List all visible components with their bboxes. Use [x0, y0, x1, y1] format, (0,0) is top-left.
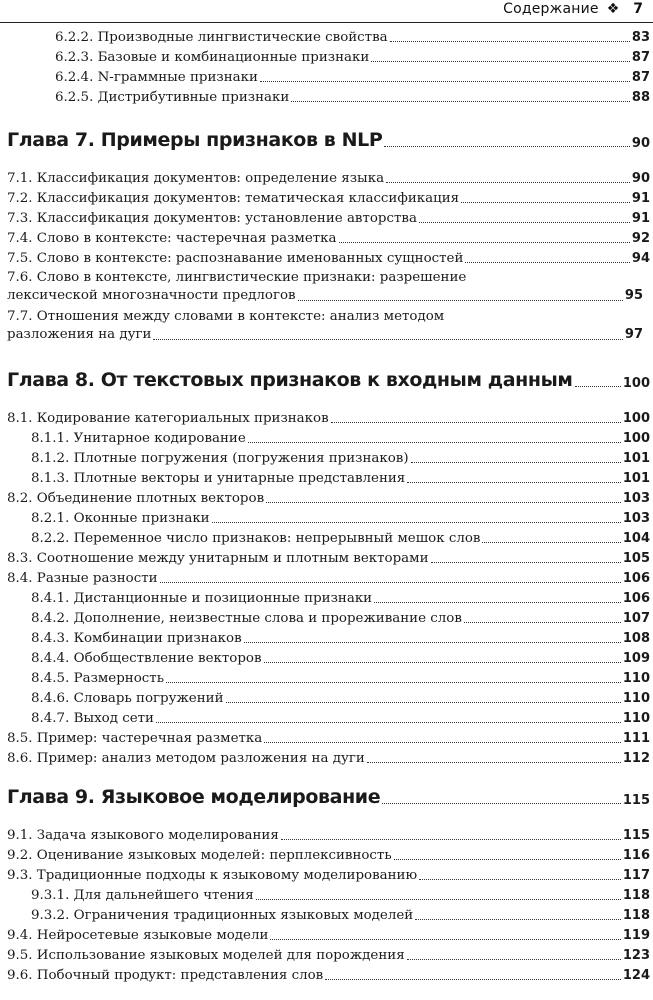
toc-entry-text: 8.4.4. Обобществление векторов [31, 651, 262, 666]
toc-entry-text: 9.5. Использование языковых моделей для порождения [7, 948, 405, 963]
toc-entry[interactable] [7, 269, 646, 307]
toc-page-number: 107 [622, 611, 650, 626]
toc-entry[interactable] [0, 866, 653, 884]
toc-entry[interactable] [0, 589, 653, 607]
toc-entry[interactable] [0, 429, 653, 447]
dot-leader [248, 442, 621, 443]
toc-entry-text: 7.3. Классификация документов: установление авторства [7, 211, 417, 226]
dot-leader [415, 919, 621, 920]
toc-page-number: 100 [622, 431, 650, 446]
toc-entry-text: 8.4.6. Словарь погружений [31, 691, 224, 706]
toc-entry-text: 9.4. Нейросетевые языковые модели [7, 928, 269, 943]
dot-leader [419, 222, 630, 223]
dot-leader [291, 101, 630, 102]
toc-page-number: 110 [622, 691, 650, 706]
toc-page-number: 100 [622, 411, 650, 426]
toc-page-number: 115 [622, 793, 650, 808]
toc-page-number: 101 [622, 451, 650, 466]
dot-leader [464, 622, 621, 623]
toc-entry-text: 8.4. Разные разности [7, 571, 158, 586]
toc-entry[interactable] [0, 48, 653, 66]
dot-leader [266, 502, 621, 503]
toc-entry[interactable] [0, 409, 653, 427]
dot-leader [166, 682, 621, 683]
dot-leader [270, 939, 620, 940]
dot-leader [411, 462, 621, 463]
toc-page-number: 117 [622, 868, 650, 883]
dot-leader [298, 300, 623, 301]
toc-page-number: 109 [622, 651, 650, 666]
toc-entry[interactable] [0, 749, 653, 767]
toc-entry[interactable] [0, 886, 653, 904]
toc-entry-text: 8.4.2. Дополнение, неизвестные слова и прореживание слов [31, 611, 462, 626]
toc-entry-text: 8.2.2. Переменное число признаков: непрерывный мешок слов [31, 531, 481, 546]
dot-leader [244, 642, 621, 643]
toc-page-number: 116 [622, 848, 650, 863]
toc-entry-text: Глава 7. Примеры признаков в NLP [7, 129, 383, 151]
dot-leader [575, 386, 621, 387]
dot-leader [371, 61, 630, 62]
toc-entry-text: 9.3. Традиционные подходы к языковому моделированию [7, 868, 418, 883]
toc-page-number: 90 [631, 136, 650, 151]
toc-entry-text: 9.6. Побочный продукт: представления слов [7, 968, 324, 983]
toc-entry[interactable] [0, 28, 653, 46]
dot-leader [339, 242, 630, 243]
toc-entry[interactable] [0, 926, 653, 944]
dot-leader [153, 339, 622, 340]
dot-leader [226, 702, 621, 703]
toc-entry-text: 8.4.3. Комбинации признаков [31, 631, 242, 646]
toc-entry[interactable] [0, 826, 653, 844]
dot-leader [264, 662, 621, 663]
toc-entry[interactable] [0, 209, 653, 227]
dot-leader [264, 742, 621, 743]
toc-entry-text: 8.1.2. Плотные погружения (погружения признаков) [31, 451, 409, 466]
toc-entry[interactable] [0, 729, 653, 747]
toc-entry[interactable] [0, 709, 653, 727]
toc-entry[interactable] [0, 689, 653, 707]
dot-leader [431, 562, 621, 563]
toc-page-number: 110 [622, 711, 650, 726]
toc-entry-text: 9.3.1. Для дальнейшего чтения [31, 888, 254, 903]
toc-page-number: 115 [622, 828, 650, 843]
toc-page-number: 118 [622, 888, 650, 903]
toc-entry-text: 8.4.5. Размерность [31, 671, 164, 686]
toc-chapter-heading[interactable] [0, 366, 653, 392]
toc-page-number: 94 [631, 251, 650, 266]
dot-leader [212, 522, 621, 523]
dot-leader [390, 41, 630, 42]
toc-page-number: 87 [631, 70, 650, 85]
toc-entry-text: 7.2. Классификация документов: тематическая классификация [7, 191, 460, 206]
toc-entry-text: 6.2.4. N-граммные признаки [55, 70, 258, 85]
dot-leader [465, 262, 630, 263]
toc-page-number: 87 [631, 50, 650, 65]
toc-page-number: 106 [622, 591, 650, 606]
dot-leader [331, 422, 621, 423]
toc-entry-text: 7.5. Слово в контексте: распознавание именованных сущностей [7, 251, 464, 266]
toc-entry[interactable] [0, 489, 653, 507]
dot-leader [419, 879, 621, 880]
toc-entry-text: 7.1. Классификация документов: определение языка [7, 171, 385, 186]
toc-entry[interactable] [0, 88, 653, 106]
dot-leader [281, 839, 621, 840]
dot-leader [407, 482, 621, 483]
toc-page-number: 92 [631, 231, 650, 246]
toc-entry[interactable] [0, 249, 653, 267]
toc-entry-text-continued: разложения на дуги [7, 327, 152, 342]
toc-entry[interactable] [0, 469, 653, 487]
dot-leader [256, 899, 621, 900]
toc-entry-text: 9.3.2. Ограничения традиционных языковых моделей [31, 908, 414, 923]
toc-entry-text: Глава 9. Языковое моделирование [7, 786, 381, 808]
toc-entry[interactable] [0, 189, 653, 207]
toc-entry-text: 8.2.1. Оконные признаки [31, 511, 210, 526]
toc-page-number: 103 [622, 491, 650, 506]
toc-page-number: 119 [622, 928, 650, 943]
toc-entry-text: 9.2. Оценивание языковых моделей: перплексивность [7, 848, 392, 863]
toc-page-number: 123 [622, 948, 650, 963]
toc-entry-text: 8.6. Пример: анализ методом разложения на дуги [7, 751, 365, 766]
toc-page-number: 111 [622, 731, 650, 746]
header-title: Содержание [503, 1, 599, 17]
toc-entry-text: 6.2.3. Базовые и комбинационные признаки [55, 50, 370, 65]
toc-page-number: 106 [622, 571, 650, 586]
toc-entry[interactable] [0, 229, 653, 247]
toc-entry[interactable] [0, 509, 653, 527]
dot-leader [160, 582, 621, 583]
toc-entry-text: 8.4.1. Дистанционные и позиционные признаки [31, 591, 373, 606]
toc-entry[interactable] [0, 68, 653, 86]
toc-entry[interactable] [0, 629, 653, 647]
toc-page-number: 91 [631, 211, 650, 226]
toc-entry[interactable] [0, 846, 653, 864]
toc-entry-text: 6.2.2. Производные лингвистические свойства [55, 30, 388, 45]
dot-leader [386, 182, 630, 183]
toc-page-number: 104 [622, 531, 650, 546]
toc-page-number: 100 [622, 376, 650, 391]
toc-entry[interactable] [0, 649, 653, 667]
toc-page-number: 97 [624, 327, 643, 342]
toc-entry-text: 7.4. Слово в контексте: частеречная разметка [7, 231, 337, 246]
toc-entry-text: 9.1. Задача языкового моделирования [7, 828, 279, 843]
toc-entry[interactable] [0, 569, 653, 587]
toc-page-number: 88 [631, 90, 650, 105]
dot-leader [394, 859, 621, 860]
toc-entry-text: 8.1.1. Унитарное кодирование [31, 431, 246, 446]
toc-page-number: 90 [631, 171, 650, 186]
toc-page-number: 103 [622, 511, 650, 526]
toc-page-number: 108 [622, 631, 650, 646]
toc-page-number: 91 [631, 191, 650, 206]
toc-entry-text-continued: лексической многозначности предлогов [7, 288, 296, 303]
toc-entry[interactable] [0, 609, 653, 627]
dot-leader [156, 722, 621, 723]
toc-entry-text: 8.4.7. Выход сети [31, 711, 154, 726]
toc-entry[interactable] [0, 906, 653, 924]
toc-entry[interactable] [0, 669, 653, 687]
page-number: 7 [633, 1, 643, 17]
toc-entry-text: 7.7. Отношения между словами в контексте: анализ методом [7, 309, 445, 324]
dot-leader [367, 762, 621, 763]
toc-entry[interactable] [0, 946, 653, 964]
toc-entry-text: 8.2. Объединение плотных векторов [7, 491, 265, 506]
toc-page-number: 95 [624, 288, 643, 303]
toc-page-number: 105 [622, 551, 650, 566]
toc-entry[interactable] [0, 169, 653, 187]
dot-leader [374, 602, 621, 603]
toc-page-number: 101 [622, 471, 650, 486]
dot-leader [325, 979, 621, 980]
toc-page-number: 118 [622, 908, 650, 923]
toc-entry[interactable] [0, 529, 653, 547]
toc-entry-text: 8.1.3. Плотные векторы и унитарные представления [31, 471, 406, 486]
toc-entry[interactable] [0, 966, 653, 984]
toc-chapter-heading[interactable] [0, 783, 653, 809]
toc-entry-text: Глава 8. От текстовых признаков к входным данным [7, 369, 573, 391]
toc-entry-text: 8.1. Кодирование категориальных признаков [7, 411, 329, 426]
dot-leader [382, 803, 621, 804]
toc-entry[interactable] [7, 308, 646, 346]
dot-leader [482, 542, 620, 543]
ornament-icon: ❖ [606, 1, 620, 17]
toc-entry[interactable] [0, 449, 653, 467]
dot-leader [384, 146, 630, 147]
toc-page-number: 110 [622, 671, 650, 686]
toc-entry-text: 8.5. Пример: частеречная разметка [7, 731, 263, 746]
toc-page-number: 83 [631, 30, 650, 45]
toc-entry[interactable] [0, 549, 653, 567]
dot-leader [260, 81, 630, 82]
toc-entry-text: 8.3. Соотношение между унитарным и плотным векторами [7, 551, 429, 566]
toc-entry-text: 7.6. Слово в контексте, лингвистические признаки: разрешение [7, 270, 467, 285]
toc-page-number: 124 [622, 968, 650, 983]
dot-leader [407, 959, 621, 960]
toc-entry-text: 6.2.5. Дистрибутивные признаки [55, 90, 290, 105]
toc-page-number: 112 [622, 751, 650, 766]
toc-chapter-heading[interactable] [0, 126, 653, 152]
dot-leader [461, 202, 630, 203]
